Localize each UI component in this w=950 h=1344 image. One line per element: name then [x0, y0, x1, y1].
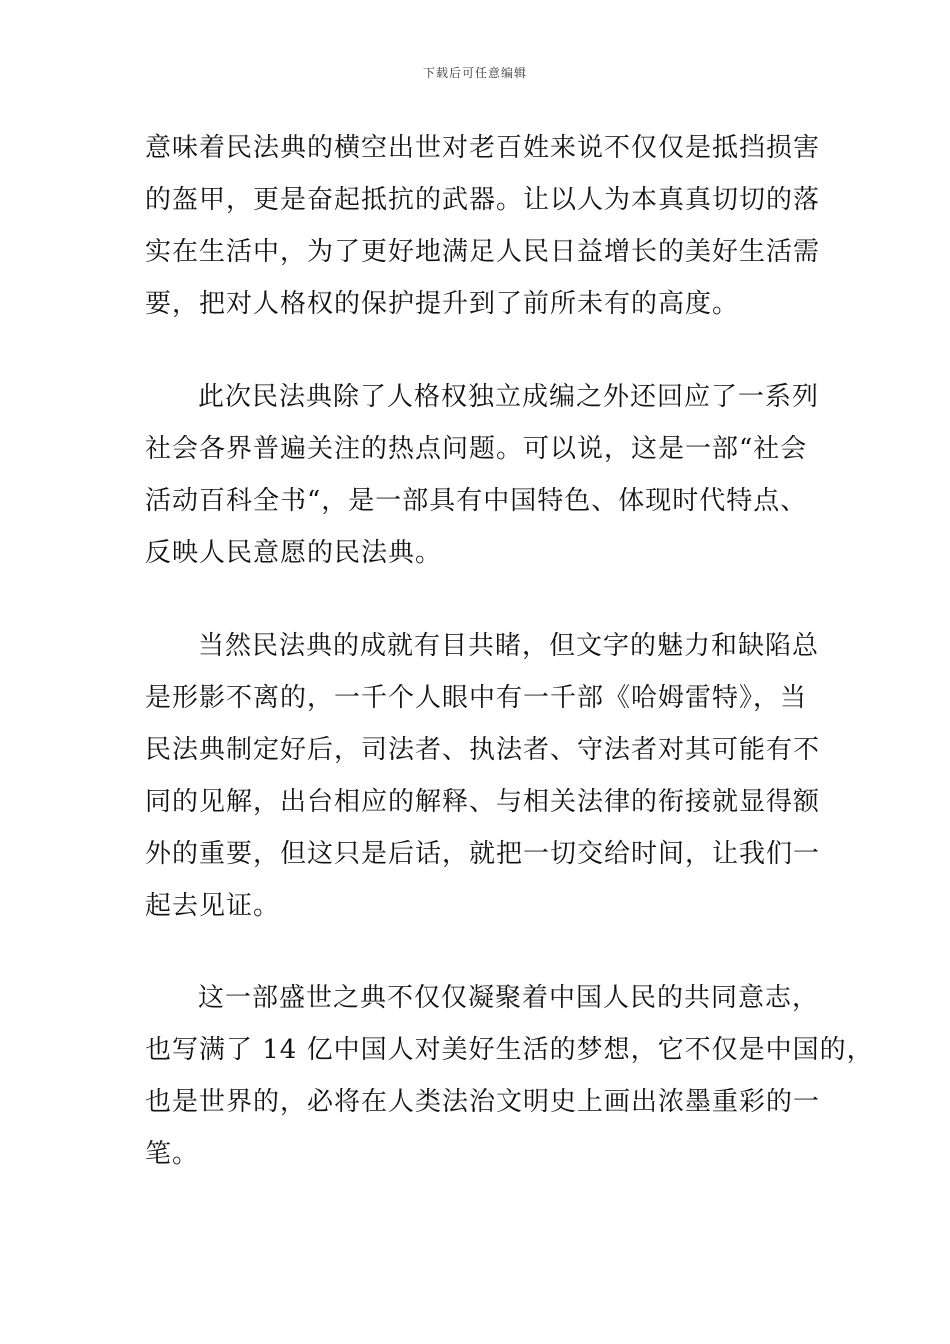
- paragraph-line: 是形影不离的，一千个人眼中有一千部《哈姆雷特》，当: [145, 683, 808, 713]
- paragraph-line: 起去见证。: [145, 891, 281, 921]
- paragraph-line: 这一部盛世之典不仅仅凝聚着中国人民的共同意志，: [198, 983, 820, 1013]
- paragraph-line: 反映人民意愿的民法典。: [145, 538, 443, 568]
- paragraph-line: 的盔甲，更是奋起抵抗的武器。让以人为本真真切切的落: [145, 185, 821, 215]
- paragraph-line: 社会各界普遍关注的热点问题。可以说，这是一部“社会: [145, 434, 808, 464]
- header-note: 下载后可任意编辑: [422, 66, 527, 80]
- paragraph-line: 民法典制定好后，司法者、执法者、守法者对其可能有不: [145, 735, 821, 765]
- paragraph-line: 意味着民法典的横空出世对老百姓来说不仅仅是抵挡损害: [145, 133, 821, 163]
- paragraph-line: 此次民法典除了人格权独立成编之外还回应了一系列: [198, 382, 820, 412]
- paragraph-line: 当然民法典的成就有目共睹，但文字的魅力和缺陷总: [198, 631, 820, 661]
- paragraph-line: 外的重要，但这只是后话，就把一切交给时间，让我们一: [145, 839, 821, 869]
- paragraph-line: 也是世界的，必将在人类法治文明史上画出浓墨重彩的一: [145, 1087, 821, 1117]
- paragraph-line: 要，把对人格权的保护提升到了前所未有的高度。: [145, 289, 740, 319]
- paragraph-line: 活动百科全书“，是一部具有中国特色、体现时代特点、: [145, 486, 808, 516]
- paragraph-line: 笔。: [145, 1139, 200, 1169]
- paragraph-line: 同的见解，出台相应的解释、与相关法律的衔接就显得额: [145, 787, 821, 817]
- paragraph-line: 也写满了 14 亿中国人对美好生活的梦想，它不仅是中国的，: [145, 1035, 874, 1065]
- paragraph-line: 实在生活中，为了更好地满足人民日益增长的美好生活需: [145, 237, 821, 267]
